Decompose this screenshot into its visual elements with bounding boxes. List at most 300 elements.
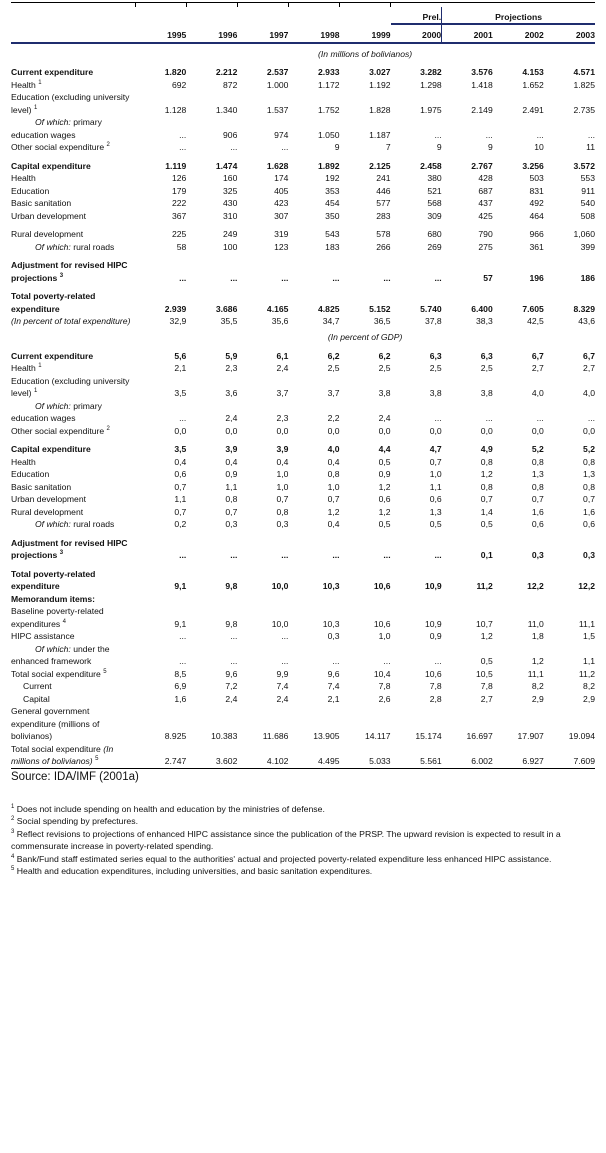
cell-value: 3,8 bbox=[429, 388, 442, 398]
cell-value: ... bbox=[434, 129, 442, 140]
cell-value: 7,8 bbox=[429, 681, 442, 691]
cell-value: ... bbox=[179, 272, 187, 283]
cell-value: 160 bbox=[223, 173, 238, 183]
cell-value: 0,8 bbox=[531, 481, 544, 492]
cell-value: 4,4 bbox=[378, 444, 391, 454]
cell-value: 0,9 bbox=[225, 469, 238, 479]
footnote-number: 4 bbox=[11, 853, 15, 860]
table-row bbox=[11, 518, 595, 531]
cell-value: ... bbox=[281, 656, 289, 666]
cell-value: 310 bbox=[223, 210, 238, 221]
cell-value: ... bbox=[332, 550, 340, 560]
cell-value: 3,6 bbox=[225, 388, 238, 398]
cell-value: 12,2 bbox=[527, 581, 544, 591]
cell-value: ... bbox=[179, 550, 187, 560]
cell-value: 380 bbox=[427, 173, 442, 183]
source-note: Source: IDA/IMF (2001a) bbox=[11, 770, 139, 783]
cell-value: 0,0 bbox=[531, 425, 544, 436]
cell-value: 15.174 bbox=[415, 731, 442, 741]
row-label-text: Total poverty-related expenditure bbox=[11, 291, 96, 314]
cell-value: 1,4 bbox=[480, 506, 493, 517]
cell-value: 430 bbox=[223, 198, 238, 208]
cell-value: 2,4 bbox=[276, 693, 289, 704]
cell-value: ... bbox=[179, 129, 187, 140]
cell-value: 553 bbox=[580, 173, 595, 183]
cell-value: 174 bbox=[274, 173, 289, 183]
cell-value: 225 bbox=[171, 229, 187, 239]
cell-value: 1.652 bbox=[522, 79, 544, 90]
row-label bbox=[11, 241, 135, 254]
cell-value: 6.400 bbox=[471, 303, 493, 314]
table-row bbox=[11, 643, 595, 668]
cell-value: 7.605 bbox=[522, 303, 544, 314]
cell-value: 2,1 bbox=[174, 363, 187, 373]
cell-value: 4,7 bbox=[429, 444, 442, 454]
row-label-text: Current expenditure bbox=[11, 350, 94, 361]
cell-value: ... bbox=[536, 413, 544, 423]
cell-value: 1,2 bbox=[378, 481, 391, 492]
cell-value: 10,3 bbox=[322, 618, 340, 629]
row-label bbox=[11, 253, 135, 284]
cell-value: 0,7 bbox=[583, 494, 595, 504]
unit-label-row bbox=[11, 43, 595, 60]
cell-value: 10,4 bbox=[373, 668, 391, 679]
table-row bbox=[11, 456, 595, 469]
cell-value: 425 bbox=[478, 210, 493, 221]
cell-value: 0,3 bbox=[225, 519, 238, 529]
cell-value: 0,7 bbox=[429, 456, 442, 467]
row-label-text: Capital expenditure bbox=[11, 444, 91, 454]
cell-value: 2,7 bbox=[583, 363, 595, 373]
cell-value: 10,0 bbox=[271, 618, 289, 629]
cell-value: 222 bbox=[171, 198, 187, 208]
cell-value: 0,6 bbox=[174, 469, 187, 479]
cell-value: 11 bbox=[586, 142, 595, 152]
cell-value: 2.149 bbox=[471, 104, 493, 115]
row-label bbox=[11, 456, 135, 469]
cell-value: 0,6 bbox=[531, 519, 544, 529]
cell-value: 0,0 bbox=[327, 425, 340, 436]
cell-value: 249 bbox=[223, 229, 238, 239]
footnote-text: Social spending by prefectures. bbox=[16, 816, 138, 827]
cell-value: 6,7 bbox=[531, 350, 544, 361]
cell-value: 1.975 bbox=[420, 104, 442, 115]
poverty-expenditure-table bbox=[11, 2, 595, 769]
cell-value: 1,0 bbox=[429, 469, 442, 479]
cell-value: 2,3 bbox=[276, 413, 289, 423]
footnote bbox=[11, 815, 595, 828]
cell-value: 57 bbox=[483, 272, 493, 283]
cell-value: 126 bbox=[171, 173, 187, 183]
row-label bbox=[11, 400, 135, 425]
cell-value: 3,7 bbox=[327, 388, 340, 398]
cell-value: 196 bbox=[529, 272, 544, 283]
cell-value: 0,5 bbox=[480, 656, 493, 666]
cell-value: 38,3 bbox=[476, 316, 493, 326]
row-label bbox=[11, 315, 135, 328]
cell-value: 2.537 bbox=[266, 67, 289, 77]
year-header: 1996 bbox=[186, 24, 237, 43]
cell-value: 1.752 bbox=[318, 104, 340, 115]
row-label-text: Total social expenditure bbox=[11, 743, 101, 754]
cell-value: 0,7 bbox=[480, 494, 493, 504]
row-label-text: primary education wages bbox=[11, 117, 102, 140]
cell-value: ... bbox=[179, 413, 187, 423]
cell-value: 2.939 bbox=[164, 303, 187, 314]
row-label bbox=[11, 210, 135, 223]
cell-value: 9 bbox=[436, 142, 442, 152]
table-row bbox=[11, 680, 595, 693]
cell-value: 3,8 bbox=[378, 388, 391, 398]
row-label bbox=[11, 518, 135, 531]
row-label bbox=[11, 493, 135, 506]
cell-value: 1.892 bbox=[318, 160, 340, 171]
row-label bbox=[11, 668, 135, 681]
cell-value: 192 bbox=[325, 173, 340, 183]
cell-value: 7,4 bbox=[276, 681, 289, 691]
footnote-ref: 3 bbox=[59, 550, 64, 556]
cell-value: 10.383 bbox=[211, 731, 238, 741]
cell-value: 3.576 bbox=[471, 67, 493, 77]
row-label-text: Other social expenditure bbox=[11, 142, 105, 152]
cell-value: 428 bbox=[478, 173, 493, 183]
cell-value: 790 bbox=[478, 229, 493, 239]
table-row bbox=[11, 531, 595, 562]
cell-value: 0,5 bbox=[429, 519, 442, 529]
cell-value: 0,0 bbox=[583, 425, 595, 436]
cell-value: 1,1 bbox=[225, 481, 238, 492]
row-label-text: Basic sanitation bbox=[11, 198, 72, 208]
cell-value: 3,5 bbox=[174, 444, 187, 454]
row-label-text: primary education wages bbox=[11, 400, 102, 423]
cell-value: 11,2 bbox=[476, 581, 493, 591]
cell-value: 1.128 bbox=[164, 104, 187, 115]
cell-value: 12,2 bbox=[578, 581, 595, 591]
cell-value: ... bbox=[434, 550, 442, 560]
cell-value: 540 bbox=[580, 198, 595, 208]
footnote bbox=[11, 865, 595, 878]
row-label-text: HIPC assistance bbox=[11, 631, 75, 641]
cell-value: 0,0 bbox=[174, 425, 187, 436]
footnote-ref: 1 bbox=[38, 363, 42, 369]
cell-value: 3.282 bbox=[420, 67, 442, 77]
row-label-text: Urban development bbox=[11, 494, 87, 504]
cell-value: 831 bbox=[529, 185, 544, 196]
cell-value: 2,7 bbox=[531, 363, 544, 373]
cell-value: 974 bbox=[274, 129, 289, 140]
cell-value: 319 bbox=[274, 229, 289, 239]
cell-value: 1,060 bbox=[573, 229, 595, 239]
cell-value: 350 bbox=[325, 210, 340, 221]
cell-value: 0,6 bbox=[378, 494, 391, 504]
of-which-label: Of which: bbox=[35, 400, 71, 411]
table-row bbox=[11, 481, 595, 494]
row-label-text: Total social expenditure bbox=[11, 668, 101, 679]
footnote-ref: 2 bbox=[106, 425, 110, 432]
cell-value: 2.125 bbox=[369, 160, 391, 171]
cell-value: 8.329 bbox=[573, 303, 595, 314]
cell-value: 100 bbox=[223, 241, 238, 252]
table-row bbox=[11, 506, 595, 519]
cell-value: 1,2 bbox=[480, 631, 493, 641]
cell-value: 353 bbox=[325, 185, 340, 196]
cell-value: 1.537 bbox=[266, 104, 289, 115]
cell-value: 13.905 bbox=[313, 731, 340, 741]
cell-value: ... bbox=[230, 142, 238, 152]
cell-value: 35,6 bbox=[271, 316, 289, 326]
table-row bbox=[11, 375, 595, 400]
cell-value: 1,6 bbox=[531, 506, 544, 517]
row-label-text: Urban development bbox=[11, 210, 87, 221]
cell-value: 2.747 bbox=[135, 743, 186, 769]
unit-label: (In percent of GDP) bbox=[327, 332, 403, 342]
cell-value: 0,9 bbox=[429, 631, 442, 641]
cell-value: 10,6 bbox=[373, 581, 391, 591]
cell-value: 7,4 bbox=[327, 681, 340, 691]
cell-value: 1,0 bbox=[276, 469, 289, 479]
table-row bbox=[11, 154, 595, 173]
cell-value: 275 bbox=[478, 241, 493, 252]
row-label-text: rural roads bbox=[73, 241, 115, 252]
row-label-text: Baseline poverty-related expenditures bbox=[11, 606, 104, 629]
cell-value: 492 bbox=[529, 198, 544, 208]
cell-value: 0,8 bbox=[583, 456, 595, 467]
row-label-text: Education bbox=[11, 185, 50, 196]
cell-value: 0,8 bbox=[531, 456, 544, 467]
cell-value: 0,4 bbox=[327, 456, 340, 467]
cell-value: 1,0 bbox=[378, 631, 391, 641]
row-label-text: Health bbox=[11, 173, 36, 183]
cell-value: 4.102 bbox=[237, 743, 288, 769]
row-label-text: Rural development bbox=[11, 229, 84, 239]
year-header: 1999 bbox=[340, 24, 391, 43]
cell-value: 10,9 bbox=[424, 618, 442, 629]
cell-value: 0,3 bbox=[583, 550, 595, 560]
cell-value: 6,7 bbox=[583, 350, 595, 361]
cell-value: 5,9 bbox=[225, 350, 238, 361]
cell-value: 7,2 bbox=[225, 681, 238, 691]
cell-value: 8.925 bbox=[164, 731, 187, 741]
cell-value: 9,8 bbox=[225, 581, 238, 591]
cell-value: 9,1 bbox=[174, 618, 187, 629]
cell-value: 6,3 bbox=[480, 350, 493, 361]
cell-value: 4,0 bbox=[583, 388, 595, 398]
row-label bbox=[11, 743, 135, 769]
cell-value: 911 bbox=[581, 185, 595, 196]
cell-value: 1.418 bbox=[471, 79, 493, 90]
cell-value: 2,5 bbox=[327, 363, 340, 373]
cell-value: 1,2 bbox=[327, 506, 340, 517]
cell-value: 0,4 bbox=[276, 456, 289, 467]
cell-value: 5,2 bbox=[531, 444, 544, 454]
cell-value: 2,2 bbox=[327, 413, 340, 423]
row-label bbox=[11, 284, 135, 315]
table-row bbox=[11, 705, 595, 743]
cell-value: 10,9 bbox=[424, 581, 442, 591]
table-row bbox=[11, 241, 595, 254]
cell-value: 1.172 bbox=[318, 79, 340, 90]
cell-value: 0,2 bbox=[174, 519, 187, 529]
row-label-text: General government expenditure (millions of bolivianos) bbox=[11, 706, 100, 741]
footnote-ref: 1 bbox=[33, 388, 38, 394]
row-label bbox=[11, 60, 135, 79]
year-header: 1998 bbox=[288, 24, 339, 43]
cell-value: 6.002 bbox=[442, 743, 493, 769]
cell-value: 872 bbox=[223, 79, 238, 90]
cell-value: 0,5 bbox=[480, 519, 493, 529]
cell-value: 906 bbox=[223, 129, 238, 140]
row-label-text: Basic sanitation bbox=[11, 481, 72, 492]
row-label bbox=[11, 481, 135, 494]
cell-value: 179 bbox=[171, 185, 187, 196]
cell-value: 687 bbox=[478, 185, 493, 196]
cell-value: 1,1 bbox=[174, 494, 187, 504]
row-label bbox=[11, 141, 135, 154]
cell-value: 1,1 bbox=[583, 656, 595, 666]
cell-value: 367 bbox=[171, 210, 187, 221]
cell-value: 2,4 bbox=[225, 413, 238, 423]
cell-value: 543 bbox=[325, 229, 340, 239]
cell-value: 123 bbox=[274, 241, 289, 252]
table-row bbox=[11, 344, 595, 363]
cell-value: ... bbox=[332, 272, 340, 283]
cell-value: 1.050 bbox=[318, 129, 340, 140]
cell-value: 1,5 bbox=[583, 631, 595, 641]
table-row bbox=[11, 60, 595, 79]
cell-value: 0,6 bbox=[429, 494, 442, 504]
footnote bbox=[11, 803, 595, 816]
footnote-ref: 5 bbox=[103, 668, 107, 675]
cell-value: 1.474 bbox=[215, 160, 238, 171]
cell-value: 1.187 bbox=[369, 129, 391, 140]
cell-value: ... bbox=[230, 272, 238, 283]
cell-value: 405 bbox=[274, 185, 289, 196]
cell-value: ... bbox=[383, 656, 391, 666]
cell-value: 8,5 bbox=[174, 668, 187, 679]
row-label bbox=[11, 693, 135, 706]
cell-value: 1,0 bbox=[327, 481, 340, 492]
cell-value: 3.602 bbox=[186, 743, 237, 769]
cell-value: 9,8 bbox=[225, 618, 238, 629]
cell-value: ... bbox=[485, 413, 493, 423]
footnote bbox=[11, 853, 595, 866]
footnote-number: 3 bbox=[11, 828, 15, 835]
cell-value: 1.340 bbox=[215, 104, 238, 115]
cell-value: 0,8 bbox=[276, 506, 289, 517]
cell-value: 692 bbox=[171, 79, 187, 90]
cell-value: 269 bbox=[427, 241, 442, 252]
cell-value: 2,5 bbox=[480, 363, 493, 373]
cell-value: 6,2 bbox=[378, 350, 391, 361]
cell-value: 0,7 bbox=[174, 481, 187, 492]
cell-value: 4.495 bbox=[288, 743, 339, 769]
cell-value: 0,7 bbox=[174, 506, 187, 517]
cell-value: 2,4 bbox=[276, 363, 289, 373]
cell-value: 3,7 bbox=[276, 388, 289, 398]
cell-value: 454 bbox=[325, 198, 340, 208]
year-header: 1997 bbox=[237, 24, 288, 43]
row-label-text: Adjustment for revised HIPC projections bbox=[11, 260, 128, 283]
table-row bbox=[11, 468, 595, 481]
cell-value: 3,8 bbox=[480, 388, 493, 398]
footnote-text: Bank/Fund staff estimated series equal to the authorities' actual and projected poverty-related expenditure less enhanced HIPC assistance. bbox=[16, 853, 552, 864]
cell-value: 309 bbox=[427, 210, 442, 221]
cell-value: 10,7 bbox=[476, 618, 493, 629]
cell-value: ... bbox=[434, 656, 442, 666]
cell-value: 399 bbox=[580, 241, 595, 252]
cell-value: 43,6 bbox=[578, 316, 595, 326]
cell-value: ... bbox=[179, 142, 187, 152]
row-label-text: Health bbox=[11, 456, 36, 467]
cell-value: 2.767 bbox=[471, 160, 493, 171]
row-label bbox=[11, 468, 135, 481]
cell-value: 464 bbox=[529, 210, 544, 221]
cell-value: 4.571 bbox=[573, 67, 595, 77]
cell-value: 0,5 bbox=[378, 519, 391, 529]
cell-value: 186 bbox=[580, 272, 595, 283]
row-label bbox=[11, 344, 135, 363]
table-row bbox=[11, 562, 595, 593]
cell-value: 35,5 bbox=[220, 316, 238, 326]
cell-value: 241 bbox=[376, 173, 391, 183]
cell-value: 0,0 bbox=[480, 425, 493, 436]
cell-value: 5.561 bbox=[391, 743, 442, 769]
footnote-ref: 4 bbox=[62, 618, 66, 625]
row-label-unit: (In millions of bolivianos) bbox=[11, 743, 114, 766]
cell-value: 16.697 bbox=[466, 731, 493, 741]
row-label-text: Education bbox=[11, 469, 50, 479]
header-group-row bbox=[11, 7, 595, 24]
cell-value: 2,9 bbox=[531, 693, 544, 704]
footnote-text: Does not include spending on health and education by the ministries of defense. bbox=[16, 803, 325, 814]
table-row bbox=[11, 197, 595, 210]
cell-value: 10,3 bbox=[322, 581, 340, 591]
cell-value: ... bbox=[536, 129, 544, 140]
cell-value: 5.033 bbox=[340, 743, 391, 769]
cell-value: 4.825 bbox=[318, 303, 340, 314]
year-header: 2001 bbox=[442, 24, 493, 43]
cell-value: 10,5 bbox=[476, 668, 493, 679]
cell-value: 1,8 bbox=[531, 631, 544, 641]
row-label-text: Education (excluding university level) bbox=[11, 92, 130, 115]
cell-value: ... bbox=[281, 550, 289, 560]
cell-value: ... bbox=[179, 631, 187, 641]
cell-value: 4,9 bbox=[480, 444, 493, 454]
cell-value: 6,3 bbox=[429, 350, 442, 361]
row-label bbox=[11, 437, 135, 456]
footnotes bbox=[11, 803, 595, 879]
row-label bbox=[11, 197, 135, 210]
cell-value: ... bbox=[383, 550, 391, 560]
table-row bbox=[11, 315, 595, 328]
row-label bbox=[11, 605, 135, 630]
footnote bbox=[11, 828, 595, 853]
of-which-label: Of which: bbox=[35, 643, 71, 654]
row-label-text: Current expenditure bbox=[11, 67, 94, 77]
footnote-ref: 5 bbox=[95, 756, 99, 762]
table-row bbox=[11, 210, 595, 223]
cell-value: 0,4 bbox=[174, 456, 187, 467]
footnote-ref: 2 bbox=[106, 142, 110, 148]
table-container bbox=[11, 2, 595, 878]
cell-value: 3.256 bbox=[522, 160, 544, 171]
row-label-text: Other social expenditure bbox=[11, 425, 105, 436]
cell-value: 0,0 bbox=[378, 425, 391, 436]
cell-value: 437 bbox=[478, 198, 493, 208]
cell-value: 2,4 bbox=[378, 413, 391, 423]
cell-value: ... bbox=[434, 413, 442, 423]
cell-value: 3.686 bbox=[215, 303, 238, 314]
